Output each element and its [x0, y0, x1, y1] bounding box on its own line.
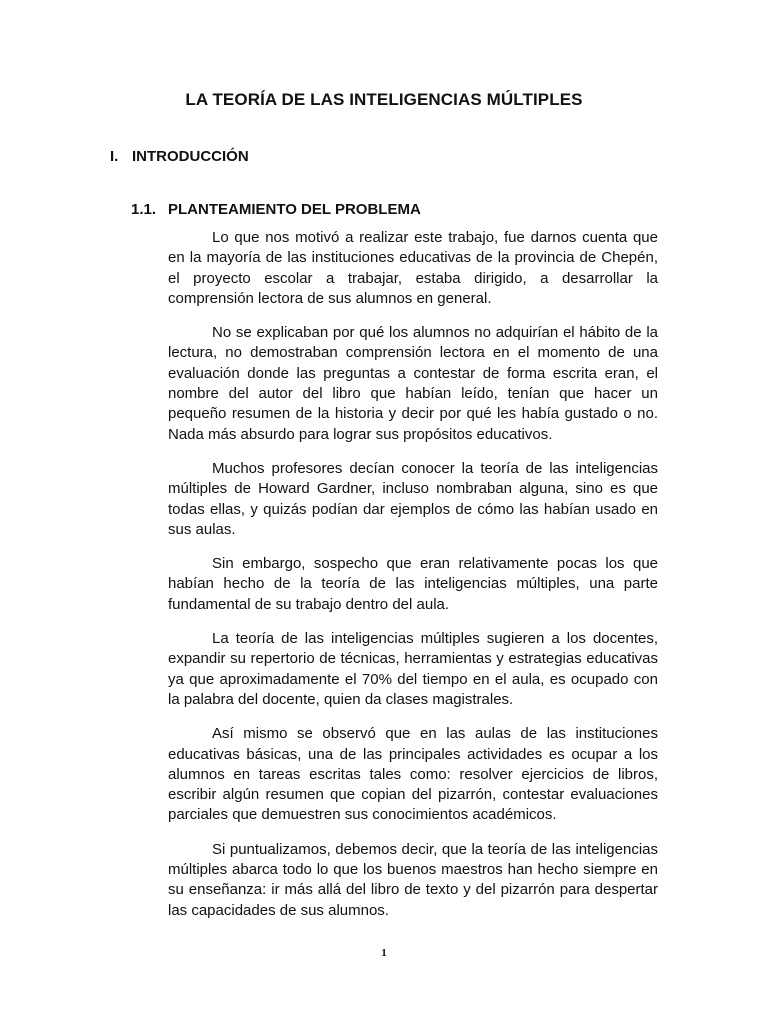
- section-heading: [110, 148, 249, 165]
- paragraph: Lo que nos motivó a realizar este trabajo, fue darnos cuenta que en la mayoría de las instituciones educativas de la provincia de Chepén, el proyecto escolar a trabajar, estaba dirigido, a desarrollar la comprensión lectora de sus alumnos en general.: [168, 229, 658, 307]
- subsection-heading: [131, 201, 421, 218]
- paragraph: Si puntualizamos, debemos decir, que la teoría de las inteligencias múltiples abarca todo lo que los buenos maestros han hecho siempre en su enseñanza: ir más allá del libro de texto y del pizarrón para despertar las capacidades de sus alumnos.: [168, 840, 658, 919]
- paragraph: La teoría de las inteligencias múltiples sugieren a los docentes, expandir su repertorio de técnicas, herramientas y estrategias educativas ya que aproximadamente el 70% del tiempo en el aula, es ocupado con la palabra del docente, quien da clases magistrales.: [168, 630, 658, 708]
- paragraph: Muchos profesores decían conocer la teoría de las inteligencias múltiples de Howard Gardner, incluso nombraban alguna, sino es que todas ellas, y quizás podían dar ejemplos de cómo las habían usado en sus aulas.: [168, 459, 658, 538]
- paragraph: No se explicaban por qué los alumnos no adquirían el hábito de la lectura, no demostraban comprensión lectora en el momento de una evaluación donde las preguntas a contestar de forma escrita eran, el nombre del autor del libro que habían leído, tenían que hacer un pequeño resumen de la historia y decir por qué les había gustado o no. Nada más absurdo para lograr sus propósitos educativos.: [168, 324, 658, 443]
- body-text: [168, 228, 658, 935]
- document-title: LA TEORÍA DE LAS INTELIGENCIAS MÚLTIPLES: [185, 90, 583, 109]
- section-number: I.: [110, 148, 119, 165]
- paragraph: Sin embargo, sospecho que eran relativamente pocas los que habían hecho de la teoría de las inteligencias múltiples, una parte fundamental de su trabajo dentro del aula.: [168, 555, 658, 613]
- page-number: 1: [381, 947, 387, 959]
- paragraph: Así mismo se observó que en las aulas de las instituciones educativas básicas, una de las principales actividades es ocupar a los alumnos en tareas escritas tales como: resolver ejercicios de libros, escribir algún resumen que copian del pizarrón, contestar evaluaciones parciales que demuestren sus conocimientos académicos.: [168, 725, 658, 824]
- section-title: INTRODUCCIÓN: [132, 148, 249, 165]
- subsection-number: 1.1.: [131, 201, 157, 218]
- subsection-title: PLANTEAMIENTO DEL PROBLEMA: [168, 201, 421, 218]
